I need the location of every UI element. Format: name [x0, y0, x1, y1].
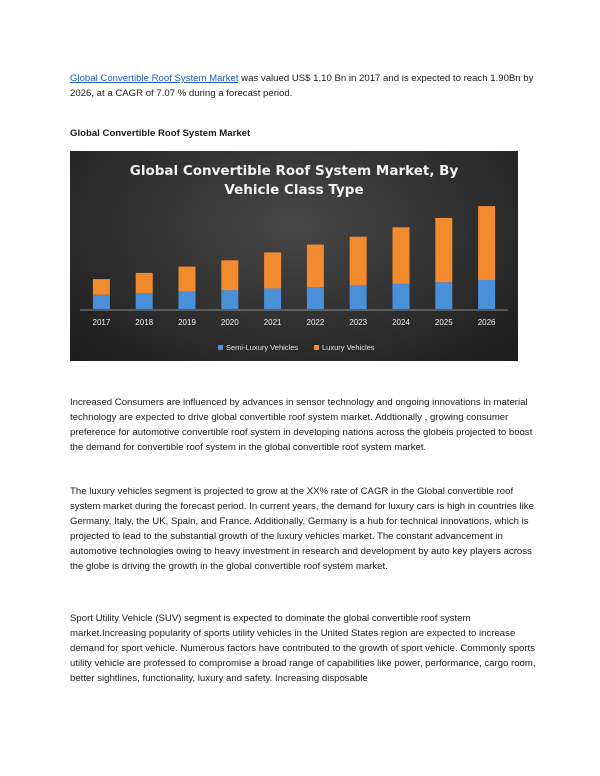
- x-tick-label: 2025: [434, 318, 453, 327]
- bar-2024-semi-luxury: [393, 284, 410, 309]
- x-tick-label: 2017: [92, 318, 111, 327]
- bar-2019-luxury: [179, 267, 196, 292]
- bar-2017-semi-luxury: [93, 295, 110, 309]
- bar-2026-semi-luxury: [478, 280, 495, 309]
- x-tick-label: 2022: [306, 318, 325, 327]
- bar-2019-semi-luxury: [179, 292, 196, 309]
- chart-title-line-1: Global Convertible Roof System Market, By: [129, 163, 459, 179]
- chart-title-line-2: Vehicle Class Type: [224, 182, 364, 198]
- bar-2023-semi-luxury: [350, 285, 367, 309]
- market-chart: [70, 151, 518, 361]
- paragraph-suv-segment: Sport Utility Vehicle (SUV) segment is expected to dominate the global convertible roof system market.Increasing popularity of sports utility vehicles in the United States region are expected to increase demand for sport vehicle. Numerous factors have contributed to the growth of sport vehicle. Commonly sports utility vehicle are professed to compromise a broad range of capabilities like power, performance, cargo room, better sightlines, functionality, luxury and safety. Increasing disposable: [70, 613, 536, 684]
- x-tick-label: 2023: [349, 318, 368, 327]
- x-tick-label: 2018: [135, 318, 154, 327]
- chart-canvas: [70, 151, 518, 361]
- chart-legend: [218, 343, 375, 352]
- legend-label-semi-luxury: Semi-Luxury Vehicles: [226, 343, 299, 352]
- legend-label-luxury: Luxury Vehicles: [322, 343, 375, 352]
- bar-2025-luxury: [435, 218, 452, 282]
- chart-bars: [93, 206, 495, 309]
- bar-2018-semi-luxury: [136, 293, 153, 309]
- bar-2025-semi-luxury: [435, 282, 452, 309]
- paragraph-consumer-drivers: Increased Consumers are influenced by advances in sensor technology and ongoing innovations in material technology are expected to drive global convertible roof system market. Addtionally , growing consumer preference for automotive convertible roof system in developing nations across the globeis projected to boost the demand for convertible roof system in the global convertible roof system market.: [70, 397, 533, 453]
- bar-2022-semi-luxury: [307, 287, 324, 309]
- x-tick-label: 2019: [178, 318, 196, 327]
- bar-2020-luxury: [221, 260, 238, 290]
- legend-swatch-luxury: [314, 345, 319, 350]
- intro-paragraph: [70, 71, 540, 101]
- legend-swatch-semi-luxury: [218, 345, 223, 350]
- bar-2023-luxury: [350, 237, 367, 286]
- bar-2021-semi-luxury: [264, 289, 281, 309]
- bar-2021-luxury: [264, 252, 281, 288]
- bar-2026-luxury: [478, 206, 495, 280]
- bar-2017-luxury: [93, 279, 110, 295]
- x-tick-label: 2020: [220, 318, 239, 327]
- x-tick-label: 2026: [477, 318, 496, 327]
- market-report-link[interactable]: Global Convertible Roof System Market: [70, 73, 239, 84]
- x-axis-tick-labels: [93, 318, 497, 327]
- intro-text: was valued US$ 1.10 Bn in 2017 and is expected to reach 1.90Bn by 2026, at a CAGR of 7.07 % during a forecast period.: [70, 73, 534, 99]
- bar-2020-semi-luxury: [221, 290, 238, 309]
- bar-2018-luxury: [136, 273, 153, 293]
- paragraph-luxury-segment: The luxury vehicles segment is projected to grow at the XX% rate of CAGR in the Global convertible roof system market during the forecast period. In current years, the demand for luxury cars is high in countries like Germany, Italy, the UK, Spain, and France. Additionally, Germany is a hub for technical innovations, which is projected to lead to the substantial growth of the luxury vehicles market. The constant advancement in automotive technologies owing to heavy investment in research and development by auto key players across the globe is driving the growth in the global convertible roof system market.: [70, 486, 534, 572]
- bar-2022-luxury: [307, 245, 324, 287]
- section-heading: Global Convertible Roof System Market: [70, 128, 251, 139]
- x-tick-label: 2024: [392, 318, 410, 327]
- x-tick-label: 2021: [263, 318, 282, 327]
- bar-2024-luxury: [393, 227, 410, 284]
